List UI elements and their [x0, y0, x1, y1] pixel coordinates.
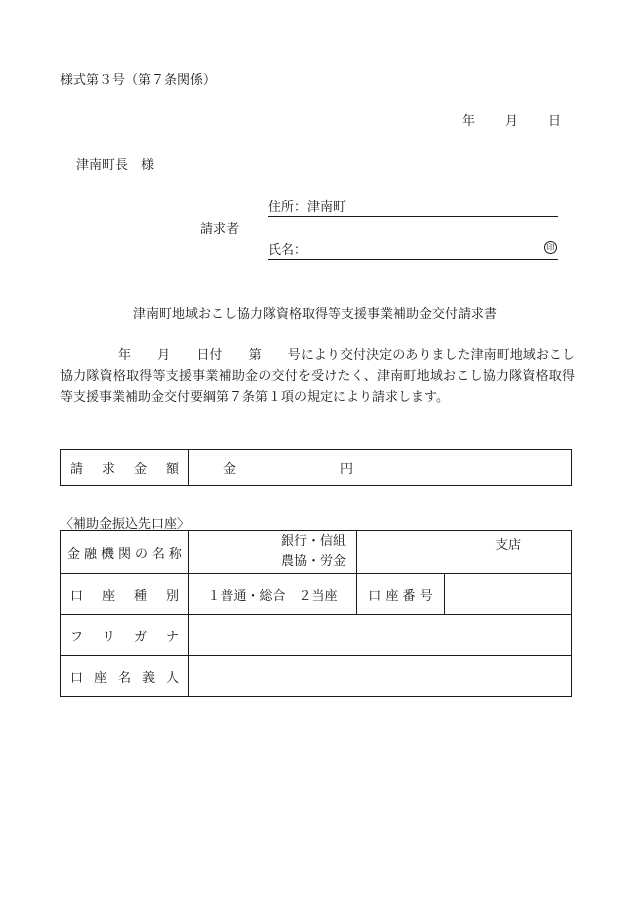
form-number: 様式第３号（第７条関係）: [60, 73, 217, 88]
date-year: 年: [462, 114, 476, 129]
label-char: ナ: [165, 629, 179, 645]
account-holder-label: [61, 656, 189, 697]
request-body: 年 月 日付 第 号により交付決定のありました津南町地域おこし協力隊資格取得等支援事業補助金の交付を受けたく、津南町地域おこし協力隊資格取得等支援事業補助金交付要綱第７条第１項の規定により請求します。: [60, 348, 575, 405]
currency-label: 金: [223, 462, 237, 477]
account-holder-cell[interactable]: [189, 656, 572, 697]
yen-unit: 円: [340, 462, 354, 477]
label-char: 金: [67, 546, 81, 562]
account-number-label-text: 口 座 番 号: [368, 588, 433, 604]
date-day: 日: [548, 114, 562, 129]
amount-value-cell[interactable]: [189, 450, 572, 486]
label-char: 義: [141, 670, 155, 686]
label-char: 人: [165, 670, 179, 686]
account-number-label: [357, 574, 445, 615]
label-char: 口: [70, 588, 84, 604]
institution-label: [61, 531, 189, 574]
address-label: 住所：津南町: [268, 200, 347, 215]
bank-type-cell[interactable]: [189, 531, 357, 574]
label-char: 機: [100, 546, 114, 562]
date-line: [462, 110, 561, 129]
label-char: 種: [133, 588, 147, 604]
amount-label: [61, 450, 189, 486]
bank-account-table: [60, 530, 572, 697]
amount-table: [60, 449, 572, 486]
label-char: 名: [151, 546, 165, 562]
label-char: フ: [70, 629, 84, 645]
label-char: の: [134, 546, 148, 562]
account-type-options[interactable]: [189, 574, 357, 615]
label-char: 座: [93, 670, 107, 686]
date-month: 月: [505, 114, 519, 129]
label-char: 関: [117, 546, 131, 562]
furigana-label: [61, 615, 189, 656]
label-char: ガ: [133, 629, 147, 645]
furigana-cell[interactable]: [189, 615, 572, 656]
bank-type-option: 銀行・信組: [280, 534, 346, 549]
label-char: 融: [83, 546, 97, 562]
amount-label-char: 金: [133, 462, 147, 477]
label-char: リ: [101, 629, 115, 645]
document-title: 津南町地域おこし協力隊資格取得等支援事業補助金交付請求書: [132, 307, 497, 322]
branch-label: 支店: [494, 538, 521, 553]
account-type-text: １普通・総合 ２当座: [207, 588, 338, 604]
name-field[interactable]: [268, 239, 558, 260]
branch-cell[interactable]: [357, 531, 572, 574]
amount-label-char: 求: [101, 462, 115, 477]
name-label: 氏名：: [268, 243, 308, 258]
account-type-label: [61, 574, 189, 615]
label-char: 口: [70, 670, 84, 686]
label-char: 名: [117, 670, 131, 686]
amount-label-char: 請: [70, 462, 84, 477]
amount-label-char: 額: [165, 462, 179, 477]
account-number-cell[interactable]: [445, 574, 572, 615]
bank-section-caption: 〈補助金振込先口座〉: [60, 517, 191, 532]
bank-type-option: 農協・労金: [280, 554, 346, 569]
address-field[interactable]: [268, 196, 558, 217]
label-char: 座: [101, 588, 115, 604]
requester-label: 請求者: [200, 222, 240, 237]
label-char: 別: [165, 588, 179, 604]
recipient: 津南町長 様: [76, 158, 155, 173]
label-char: 称: [168, 546, 182, 562]
seal-mark: 印: [544, 241, 557, 254]
